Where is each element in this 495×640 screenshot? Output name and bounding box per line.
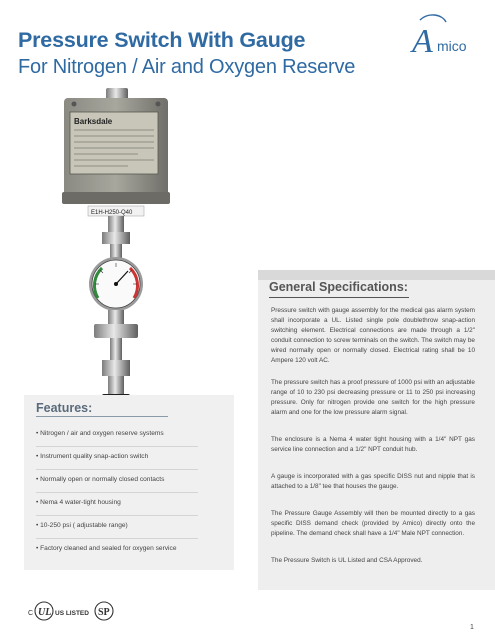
logo-text: mico [437,38,467,54]
gauge-pivot [114,282,118,286]
spec-paragraph: The Pressure Switch is UL Listed and CSA Approved. [271,557,423,564]
heading-underline [36,416,168,417]
page-subtitle: For Nitrogen / Air and Oxygen Reserve [18,56,356,78]
ul-c-mark: C [28,610,34,617]
spec-paragraph: The pressure switch has a proof pressure of 1000 psi with an adjustable range of 10 to 230 psi decreasing pressure or 11 to 250 psi increasing pressure. Only for nitrogen provide one switch for the high pressure alarm and one for the low pressure alarm signal. [271,379,475,417]
logo-letter: A [412,23,433,58]
screw-icon [72,102,77,107]
feature-item: • Factory cleaned and sealed for oxygen service [36,545,177,552]
general-specs-heading: General Specifications: [269,280,408,294]
logo-swoosh [420,15,446,22]
diss-nipple [110,338,122,362]
page-title: Pressure Switch With Gauge [18,28,306,52]
model-label-text: E1H-H250-Q40 [91,210,133,216]
spec-paragraph: The Pressure Gauge Assembly will then be mounted directly to a gas specific DISS demand check (provided by Amico) directly onto the pipeline. The demand check shall have a 1/4" Male NPT connection. [271,510,475,538]
enclosure-base [62,192,170,204]
feature-item: • Normally open or normally closed contacts [36,476,165,483]
heading-underline [269,297,409,298]
nameplate-brand: Barksdale [74,117,113,126]
feature-item: • Instrument quality snap-action switch [36,453,149,460]
diss-nut [102,360,130,376]
feature-item: • Nema 4 water-tight housing [36,499,121,506]
divider [36,469,198,470]
screw-icon [156,102,161,107]
demand-check [108,376,124,396]
divider [36,446,198,447]
spec-paragraph: A gauge is incorporated with a gas specific DISS nut and nipple that is attached to a 1/8" tee that houses the gauge. [271,473,475,491]
ul-logo-text: UL [38,607,52,618]
hex-nut [102,232,130,244]
divider [36,515,198,516]
csa-logo-text: SP [98,607,110,618]
tee-body [94,324,138,338]
certification-marks [26,598,116,624]
page-number: 1 [470,624,474,631]
features-heading: Features: [36,401,93,415]
product-photo [58,88,174,430]
ul-listed-text: US LISTED [55,610,89,617]
amico-logo [406,14,482,58]
spec-paragraph: Pressure switch with gauge assembly for the medical gas alarm system shall incorporate a UL. Listed single pole doublethrow snap-action switching element. Electrical connections are made through a 1/2" conduit connection to screw terminals on the switch. The switch may be wired normally open or normally closed. Electrical rating shall be 10 Ampere 120 volt AC. [271,307,475,365]
spec-paragraph: The enclosure is a Nema 4 water tight housing with a 1/4" NPT gas service line connection and a 1/2" NPT conduit hub. [271,436,475,454]
divider [36,492,198,493]
divider [36,538,198,539]
feature-item: • Nitrogen / air and oxygen reserve systems [36,430,164,437]
feature-item: • 10-250 psi ( adjustable range) [36,522,128,529]
tee-fitting [108,310,124,326]
fitting [108,216,124,234]
